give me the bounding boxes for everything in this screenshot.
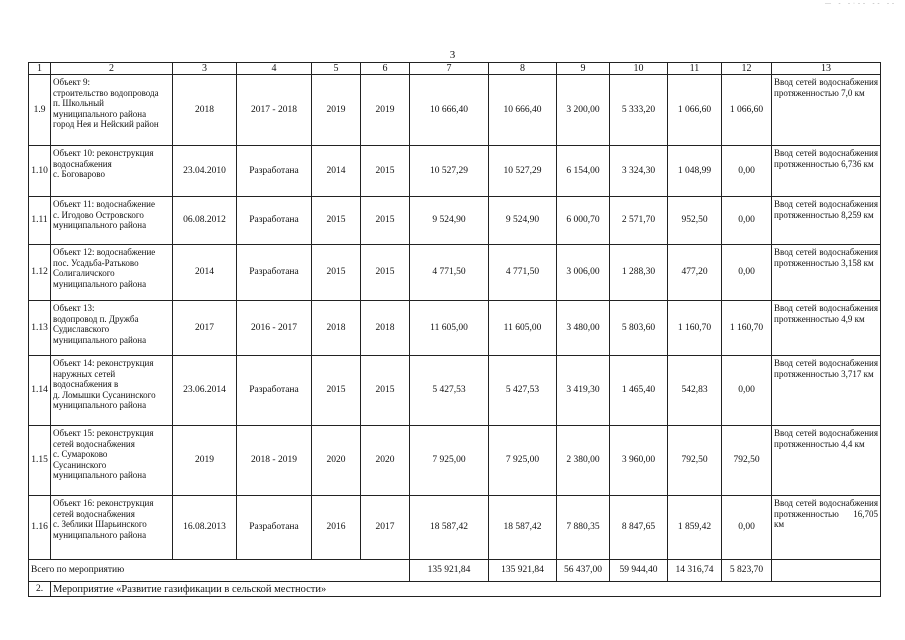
cost-col-8: 9 524,90: [489, 197, 557, 245]
row-index: 1.9: [29, 75, 51, 146]
expected-result: Ввод сетей водоснабжения протяженностью 4,4 км: [772, 426, 881, 496]
expected-result: Ввод сетей водоснабжения протяженностью 3,158 км: [772, 245, 881, 301]
federal-funds: 6 154,00: [557, 146, 610, 197]
federal-funds: 7 880,35: [557, 496, 610, 560]
total-cost: 7 925,00: [410, 426, 489, 496]
other-funds: 0,00: [722, 496, 772, 560]
start-year: 2019: [312, 75, 361, 146]
cost-col-8: 10 666,40: [489, 75, 557, 146]
design-doc-date: 06.08.2012: [173, 197, 237, 245]
object-description: Объект 12: водоснабжение пос. Усадьба-Ратьково Солигаличского муниципального района: [51, 245, 173, 301]
table-row: [29, 301, 881, 356]
other-funds: 0,00: [722, 245, 772, 301]
expected-result: Ввод сетей водоснабжения протяженностью 6,736 км: [772, 146, 881, 197]
cost-col-8: 4 771,50: [489, 245, 557, 301]
row-index: 1.13: [29, 301, 51, 356]
cost-col-8: 11 605,00: [489, 301, 557, 356]
design-status: Разработана: [237, 496, 312, 560]
start-year: 2016: [312, 496, 361, 560]
design-status: Разработана: [237, 245, 312, 301]
start-year: 2018: [312, 301, 361, 356]
local-funds: 952,50: [668, 197, 722, 245]
design-status: Разработана: [237, 197, 312, 245]
row-index: 1.12: [29, 245, 51, 301]
design-doc-date: 2018: [173, 75, 237, 146]
other-funds: 0,00: [722, 356, 772, 426]
start-year: 2015: [312, 197, 361, 245]
design-doc-date: 16.08.2013: [173, 496, 237, 560]
end-year: 2018: [361, 301, 410, 356]
total-c8: 135 921,84: [489, 560, 557, 582]
regional-funds: 3 324,30: [610, 146, 668, 197]
table-row: [29, 197, 881, 245]
expected-result: Ввод сетей водоснабжения протяженностью 8,259 км: [772, 197, 881, 245]
total-cost: 9 524,90: [410, 197, 489, 245]
design-doc-date: 2017: [173, 301, 237, 356]
other-funds: 1 066,60: [722, 75, 772, 146]
end-year: 2015: [361, 245, 410, 301]
object-description: Объект 15: реконструкция сетей водоснабжения с. Сумароково Сусанинского муниципального района: [51, 426, 173, 496]
table-row: [29, 356, 881, 426]
federal-funds: 3 006,00: [557, 245, 610, 301]
total-cost: 4 771,50: [410, 245, 489, 301]
total-cost: 11 605,00: [410, 301, 489, 356]
cost-col-8: 18 587,42: [489, 496, 557, 560]
column-number: 6: [361, 63, 410, 75]
other-funds: 0,00: [722, 146, 772, 197]
column-number: 9: [557, 63, 610, 75]
local-funds: 1 160,70: [668, 301, 722, 356]
row-index: 1.14: [29, 356, 51, 426]
local-funds: 1 859,42: [668, 496, 722, 560]
federal-funds: 3 200,00: [557, 75, 610, 146]
column-number: 1: [29, 63, 51, 75]
column-number: 11: [668, 63, 722, 75]
table-row: [29, 245, 881, 301]
local-funds: 1 066,60: [668, 75, 722, 146]
federal-funds: 3 480,00: [557, 301, 610, 356]
total-cost: 18 587,42: [410, 496, 489, 560]
design-status: 2018 - 2019: [237, 426, 312, 496]
total-c12: 5 823,70: [722, 560, 772, 582]
end-year: 2017: [361, 496, 410, 560]
total-c10: 59 944,40: [610, 560, 668, 582]
table-row: [29, 496, 881, 560]
start-year: 2014: [312, 146, 361, 197]
start-year: 2015: [312, 356, 361, 426]
local-funds: 792,50: [668, 426, 722, 496]
column-number: 10: [610, 63, 668, 75]
column-number: 8: [489, 63, 557, 75]
section-row: [29, 582, 881, 597]
start-year: 2015: [312, 245, 361, 301]
federal-funds: 6 000,70: [557, 197, 610, 245]
regional-funds: 5 803,60: [610, 301, 668, 356]
local-funds: 542,83: [668, 356, 722, 426]
end-year: 2015: [361, 356, 410, 426]
cost-col-8: 7 925,00: [489, 426, 557, 496]
table-row: [29, 75, 881, 146]
table-row: [29, 426, 881, 496]
local-funds: 477,20: [668, 245, 722, 301]
document-table: [28, 62, 881, 597]
section-title: Мероприятие «Развитие газификации в сельской местности»: [51, 582, 881, 597]
design-status: 2016 - 2017: [237, 301, 312, 356]
object-description: Объект 9: строительство водопровода п. Школьный муниципального района город Нея и Нейский район: [51, 75, 173, 146]
federal-funds: 2 380,00: [557, 426, 610, 496]
design-doc-date: 23.06.2014: [173, 356, 237, 426]
row-index: 1.16: [29, 496, 51, 560]
total-row: [29, 560, 881, 582]
column-number: 7: [410, 63, 489, 75]
row-index: 1.11: [29, 197, 51, 245]
page-number: 3: [449, 49, 456, 61]
scan-top-marks: — - -·-- -- --: [825, 1, 897, 7]
total-cost: 5 427,53: [410, 356, 489, 426]
expected-result: Ввод сетей водоснабжения протяженностью 7,0 км: [772, 75, 881, 146]
column-number: 2: [51, 63, 173, 75]
design-status: Разработана: [237, 356, 312, 426]
start-year: 2020: [312, 426, 361, 496]
end-year: 2020: [361, 426, 410, 496]
object-description: Объект 16: реконструкция сетей водоснабжения с. Зеблики Шарьинского муниципального района: [51, 496, 173, 560]
design-status: Разработана: [237, 146, 312, 197]
total-c11: 14 316,74: [668, 560, 722, 582]
other-funds: 792,50: [722, 426, 772, 496]
regional-funds: 5 333,20: [610, 75, 668, 146]
design-doc-date: 2014: [173, 245, 237, 301]
design-doc-date: 23.04.2010: [173, 146, 237, 197]
end-year: 2019: [361, 75, 410, 146]
object-description: Объект 10: реконструкция водоснабжения с. Боговарово: [51, 146, 173, 197]
column-number: 13: [772, 63, 881, 75]
regional-funds: 8 847,65: [610, 496, 668, 560]
regional-funds: 3 960,00: [610, 426, 668, 496]
expected-result: Ввод сетей водоснабжения протяженностью 4,9 км: [772, 301, 881, 356]
regional-funds: 2 571,70: [610, 197, 668, 245]
total-c7: 135 921,84: [410, 560, 489, 582]
row-index: 1.15: [29, 426, 51, 496]
column-number: 12: [722, 63, 772, 75]
local-funds: 1 048,99: [668, 146, 722, 197]
total-cost: 10 666,40: [410, 75, 489, 146]
design-doc-date: 2019: [173, 426, 237, 496]
total-c13: [772, 560, 881, 582]
column-number: 5: [312, 63, 361, 75]
section-index: 2.: [29, 582, 51, 597]
total-label: Всего по мероприятию: [29, 560, 410, 582]
expected-result: Ввод сетей водоснабжения протяженностью 3,717 км: [772, 356, 881, 426]
total-c9: 56 437,00: [557, 560, 610, 582]
cost-col-8: 5 427,53: [489, 356, 557, 426]
expected-result: Ввод сетей водоснабжения протяженностью 16,705 км: [772, 496, 881, 560]
regional-funds: 1 465,40: [610, 356, 668, 426]
other-funds: 0,00: [722, 197, 772, 245]
end-year: 2015: [361, 146, 410, 197]
design-status: 2017 - 2018: [237, 75, 312, 146]
object-description: Объект 14: реконструкция наружных сетей водоснабжения в д. Ломышки Сусанинского муниципального района: [51, 356, 173, 426]
federal-funds: 3 419,30: [557, 356, 610, 426]
cost-col-8: 10 527,29: [489, 146, 557, 197]
regional-funds: 1 288,30: [610, 245, 668, 301]
object-description: Объект 13: водопровод п. Дружба Судиславского муниципального района: [51, 301, 173, 356]
column-number: 4: [237, 63, 312, 75]
table-header-row: [29, 63, 881, 75]
column-number: 3: [173, 63, 237, 75]
object-description: Объект 11: водоснабжение с. Игодово Островского муниципального района: [51, 197, 173, 245]
other-funds: 1 160,70: [722, 301, 772, 356]
total-cost: 10 527,29: [410, 146, 489, 197]
row-index: 1.10: [29, 146, 51, 197]
end-year: 2015: [361, 197, 410, 245]
table-row: [29, 146, 881, 197]
